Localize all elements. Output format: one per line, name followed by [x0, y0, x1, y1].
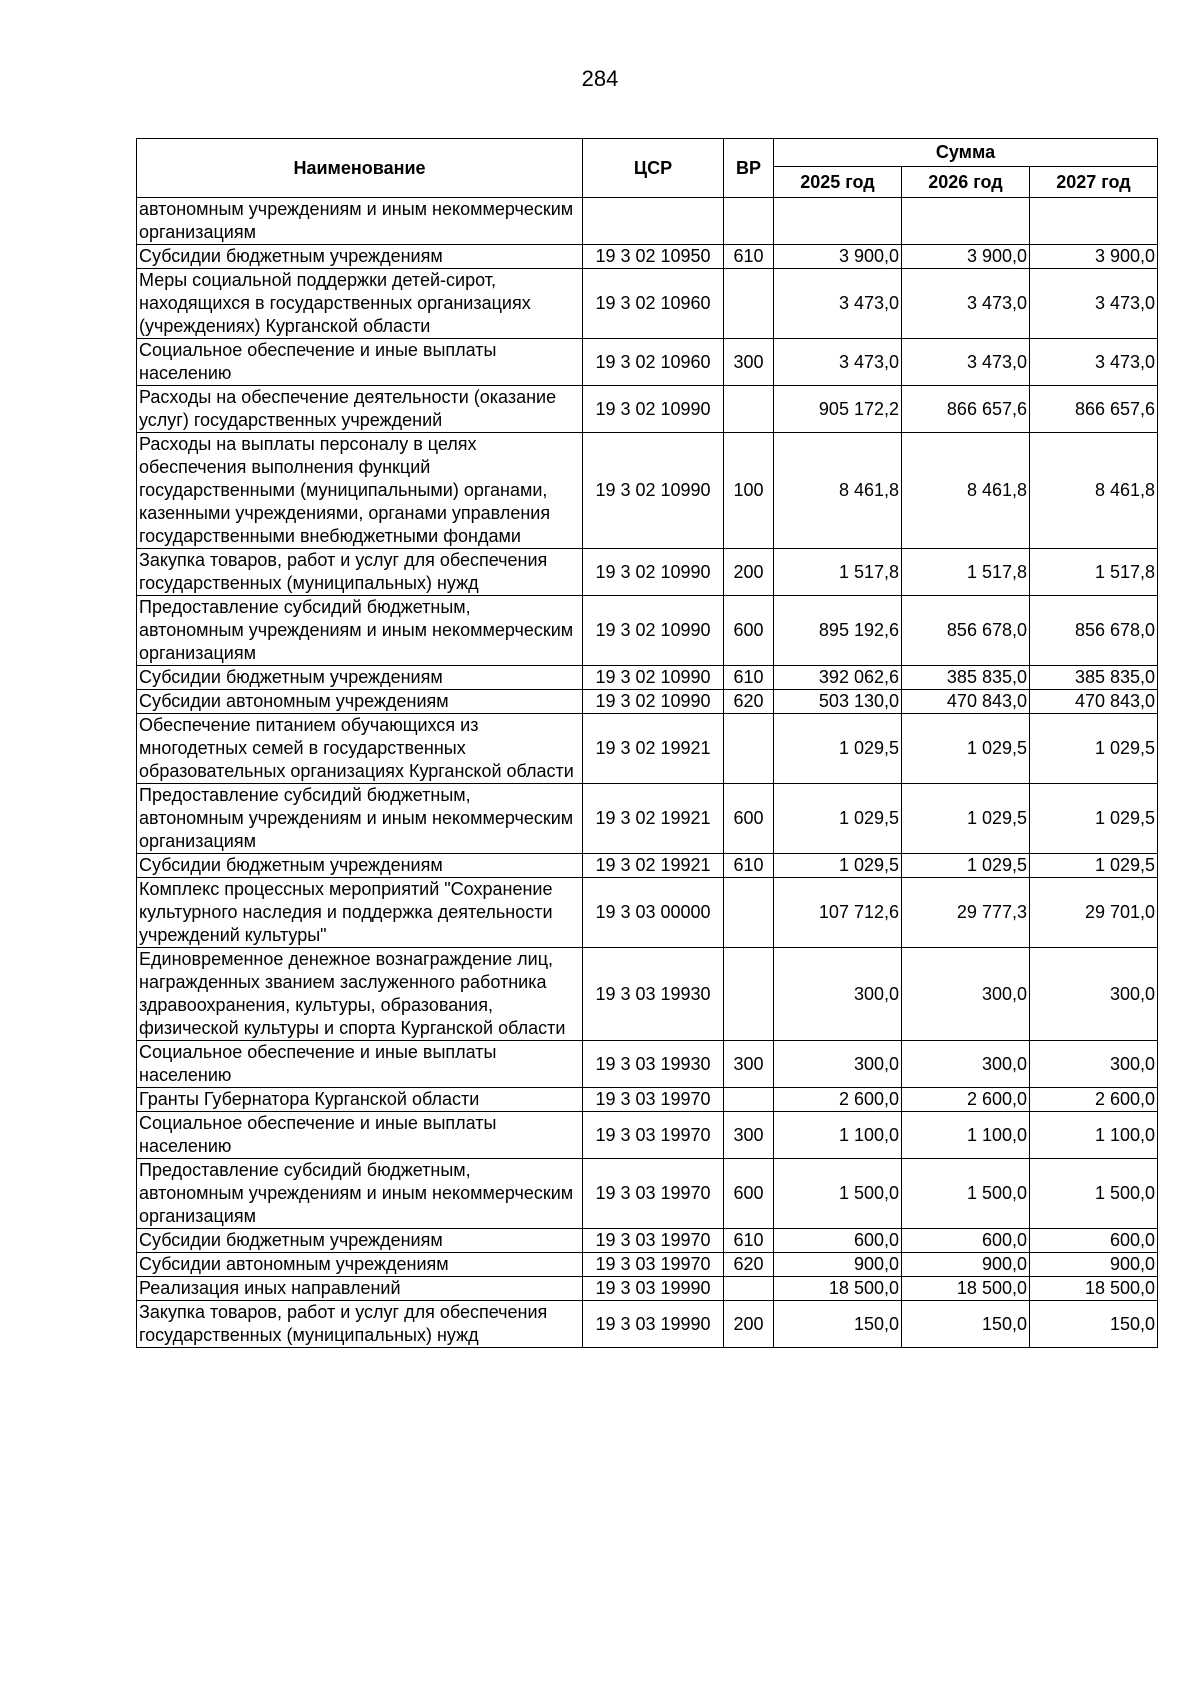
cell-csr: 19 3 02 19921 [583, 854, 724, 878]
cell-csr: 19 3 02 10990 [583, 690, 724, 714]
cell-name: Закупка товаров, работ и услуг для обеспечения государственных (муниципальных) нужд [137, 1301, 583, 1348]
cell-2025: 392 062,6 [774, 666, 902, 690]
cell-2025: 503 130,0 [774, 690, 902, 714]
cell-2027: 866 657,6 [1030, 386, 1158, 433]
table-row [137, 1253, 1158, 1277]
cell-name: автономным учреждениям и иным некоммерческим организациям [137, 198, 583, 245]
cell-2025: 18 500,0 [774, 1277, 902, 1301]
cell-csr: 19 3 02 19921 [583, 784, 724, 854]
cell-vr [724, 1088, 774, 1112]
table-row [137, 269, 1158, 339]
cell-2026: 1 517,8 [902, 549, 1030, 596]
cell-vr: 200 [724, 1301, 774, 1348]
cell-csr: 19 3 03 19990 [583, 1301, 724, 1348]
cell-csr: 19 3 03 19970 [583, 1159, 724, 1229]
cell-vr [724, 948, 774, 1041]
cell-vr [724, 269, 774, 339]
cell-vr [724, 198, 774, 245]
cell-2026: 3 900,0 [902, 245, 1030, 269]
cell-vr [724, 386, 774, 433]
cell-2027: 856 678,0 [1030, 596, 1158, 666]
cell-2027: 1 100,0 [1030, 1112, 1158, 1159]
cell-2027: 1 029,5 [1030, 714, 1158, 784]
cell-vr: 620 [724, 690, 774, 714]
cell-csr: 19 3 03 19970 [583, 1229, 724, 1253]
cell-vr: 300 [724, 1041, 774, 1088]
cell-2027: 3 900,0 [1030, 245, 1158, 269]
table-row [137, 714, 1158, 784]
cell-2027 [1030, 198, 1158, 245]
cell-2025: 300,0 [774, 948, 902, 1041]
table-row [137, 1277, 1158, 1301]
cell-2026: 600,0 [902, 1229, 1030, 1253]
cell-2026 [902, 198, 1030, 245]
cell-csr: 19 3 02 10990 [583, 549, 724, 596]
cell-2026: 150,0 [902, 1301, 1030, 1348]
cell-2027: 3 473,0 [1030, 339, 1158, 386]
header-year-2027: 2027 год [1030, 167, 1158, 198]
cell-2025: 895 192,6 [774, 596, 902, 666]
cell-2025: 1 029,5 [774, 784, 902, 854]
cell-2026: 900,0 [902, 1253, 1030, 1277]
table-row [137, 1041, 1158, 1088]
cell-2025: 3 900,0 [774, 245, 902, 269]
header-vr: ВР [724, 139, 774, 198]
cell-vr: 610 [724, 666, 774, 690]
table-row [137, 245, 1158, 269]
cell-2027: 470 843,0 [1030, 690, 1158, 714]
cell-vr: 620 [724, 1253, 774, 1277]
cell-2027: 2 600,0 [1030, 1088, 1158, 1112]
header-csr: ЦСР [583, 139, 724, 198]
cell-2026: 18 500,0 [902, 1277, 1030, 1301]
table-row [137, 549, 1158, 596]
cell-2025: 2 600,0 [774, 1088, 902, 1112]
cell-csr: 19 3 03 19990 [583, 1277, 724, 1301]
table-row [137, 854, 1158, 878]
table-row [137, 1112, 1158, 1159]
cell-vr: 200 [724, 549, 774, 596]
cell-2025: 1 517,8 [774, 549, 902, 596]
cell-vr: 600 [724, 596, 774, 666]
cell-2027: 8 461,8 [1030, 433, 1158, 549]
cell-csr: 19 3 02 10990 [583, 433, 724, 549]
cell-2025: 1 029,5 [774, 854, 902, 878]
cell-name: Комплекс процессных мероприятий "Сохранение культурного наследия и поддержка деятельности учреждений культуры" [137, 878, 583, 948]
cell-vr [724, 878, 774, 948]
cell-2026: 1 029,5 [902, 854, 1030, 878]
cell-name: Социальное обеспечение и иные выплаты населению [137, 1041, 583, 1088]
cell-vr: 600 [724, 784, 774, 854]
cell-vr: 610 [724, 1229, 774, 1253]
cell-name: Социальное обеспечение и иные выплаты населению [137, 339, 583, 386]
cell-csr: 19 3 03 19930 [583, 948, 724, 1041]
table-row [137, 386, 1158, 433]
cell-2027: 300,0 [1030, 948, 1158, 1041]
table-row [137, 1159, 1158, 1229]
cell-2025: 600,0 [774, 1229, 902, 1253]
cell-2026: 29 777,3 [902, 878, 1030, 948]
cell-csr: 19 3 02 10960 [583, 339, 724, 386]
cell-vr: 300 [724, 339, 774, 386]
cell-2025: 3 473,0 [774, 339, 902, 386]
cell-vr: 300 [724, 1112, 774, 1159]
table-row [137, 690, 1158, 714]
table-row [137, 339, 1158, 386]
cell-csr: 19 3 03 19970 [583, 1253, 724, 1277]
cell-name: Субсидии автономным учреждениям [137, 690, 583, 714]
cell-name: Расходы на выплаты персоналу в целях обеспечения выполнения функций государственными (муниципальными) органами, казенными учреждениями, органами управления государственными внебюджетными фондами [137, 433, 583, 549]
cell-2026: 3 473,0 [902, 339, 1030, 386]
table-row [137, 666, 1158, 690]
cell-name: Субсидии бюджетным учреждениям [137, 245, 583, 269]
cell-2026: 8 461,8 [902, 433, 1030, 549]
cell-2027: 900,0 [1030, 1253, 1158, 1277]
cell-2025: 150,0 [774, 1301, 902, 1348]
header-sum: Сумма [774, 139, 1158, 167]
cell-csr: 19 3 02 10990 [583, 666, 724, 690]
cell-2026: 2 600,0 [902, 1088, 1030, 1112]
cell-csr: 19 3 03 19930 [583, 1041, 724, 1088]
header-year-2026: 2026 год [902, 167, 1030, 198]
cell-csr: 19 3 02 10960 [583, 269, 724, 339]
cell-csr: 19 3 02 10950 [583, 245, 724, 269]
table-row [137, 878, 1158, 948]
cell-vr [724, 1277, 774, 1301]
cell-2027: 29 701,0 [1030, 878, 1158, 948]
cell-2027: 600,0 [1030, 1229, 1158, 1253]
cell-name: Гранты Губернатора Курганской области [137, 1088, 583, 1112]
cell-csr: 19 3 02 10990 [583, 386, 724, 433]
cell-name: Реализация иных направлений [137, 1277, 583, 1301]
cell-vr: 600 [724, 1159, 774, 1229]
cell-name: Единовременное денежное вознаграждение лиц, награжденных званием заслуженного работника здравоохранения, культуры, образования, физической культуры и спорта Курганской области [137, 948, 583, 1041]
cell-2027: 385 835,0 [1030, 666, 1158, 690]
cell-csr: 19 3 02 19921 [583, 714, 724, 784]
cell-2025: 900,0 [774, 1253, 902, 1277]
cell-csr: 19 3 02 10990 [583, 596, 724, 666]
table-row [137, 948, 1158, 1041]
cell-name: Предоставление субсидий бюджетным, автономным учреждениям и иным некоммерческим организациям [137, 596, 583, 666]
cell-name: Расходы на обеспечение деятельности (оказание услуг) государственных учреждений [137, 386, 583, 433]
cell-name: Обеспечение питанием обучающихся из многодетных семей в государственных образовательных организациях Курганской области [137, 714, 583, 784]
table-row [137, 596, 1158, 666]
cell-2026: 300,0 [902, 1041, 1030, 1088]
cell-2026: 1 029,5 [902, 784, 1030, 854]
cell-2026: 856 678,0 [902, 596, 1030, 666]
header-year-2025: 2025 год [774, 167, 902, 198]
cell-2026: 385 835,0 [902, 666, 1030, 690]
cell-2026: 300,0 [902, 948, 1030, 1041]
cell-2026: 1 029,5 [902, 714, 1030, 784]
table-row [137, 784, 1158, 854]
cell-2027: 300,0 [1030, 1041, 1158, 1088]
page-number: 284 [581, 66, 619, 91]
cell-csr: 19 3 03 00000 [583, 878, 724, 948]
cell-name: Предоставление субсидий бюджетным, автономным учреждениям и иным некоммерческим организациям [137, 784, 583, 854]
cell-2026: 866 657,6 [902, 386, 1030, 433]
cell-name: Субсидии бюджетным учреждениям [137, 666, 583, 690]
cell-2025: 1 029,5 [774, 714, 902, 784]
cell-2026: 1 500,0 [902, 1159, 1030, 1229]
cell-name: Субсидии бюджетным учреждениям [137, 1229, 583, 1253]
cell-2027: 1 029,5 [1030, 854, 1158, 878]
cell-2025: 300,0 [774, 1041, 902, 1088]
cell-2027: 1 500,0 [1030, 1159, 1158, 1229]
cell-2027: 150,0 [1030, 1301, 1158, 1348]
cell-2026: 470 843,0 [902, 690, 1030, 714]
cell-name: Социальное обеспечение и иные выплаты населению [137, 1112, 583, 1159]
cell-vr: 610 [724, 854, 774, 878]
cell-csr: 19 3 03 19970 [583, 1112, 724, 1159]
cell-name: Субсидии бюджетным учреждениям [137, 854, 583, 878]
cell-csr: 19 3 03 19970 [583, 1088, 724, 1112]
header-name: Наименование [137, 139, 583, 198]
cell-2027: 1 029,5 [1030, 784, 1158, 854]
cell-vr: 100 [724, 433, 774, 549]
cell-2025: 1 500,0 [774, 1159, 902, 1229]
cell-name: Предоставление субсидий бюджетным, автономным учреждениям и иным некоммерческим организациям [137, 1159, 583, 1229]
cell-2027: 1 517,8 [1030, 549, 1158, 596]
table-row [137, 1088, 1158, 1112]
cell-2027: 3 473,0 [1030, 269, 1158, 339]
cell-vr: 610 [724, 245, 774, 269]
cell-name: Субсидии автономным учреждениям [137, 1253, 583, 1277]
cell-2027: 18 500,0 [1030, 1277, 1158, 1301]
cell-2025 [774, 198, 902, 245]
table-row [137, 1229, 1158, 1253]
cell-2025: 8 461,8 [774, 433, 902, 549]
cell-vr [724, 714, 774, 784]
table-body [137, 198, 1158, 1348]
table-row [137, 433, 1158, 549]
cell-2026: 3 473,0 [902, 269, 1030, 339]
budget-table [136, 138, 1158, 1348]
cell-2025: 1 100,0 [774, 1112, 902, 1159]
cell-name: Меры социальной поддержки детей-сирот, находящихся в государственных организациях (учреждениях) Курганской области [137, 269, 583, 339]
table-header [137, 139, 1158, 198]
cell-2026: 1 100,0 [902, 1112, 1030, 1159]
cell-2025: 107 712,6 [774, 878, 902, 948]
table-row [137, 198, 1158, 245]
cell-2025: 905 172,2 [774, 386, 902, 433]
cell-csr [583, 198, 724, 245]
table-row [137, 1301, 1158, 1348]
cell-name: Закупка товаров, работ и услуг для обеспечения государственных (муниципальных) нужд [137, 549, 583, 596]
cell-2025: 3 473,0 [774, 269, 902, 339]
